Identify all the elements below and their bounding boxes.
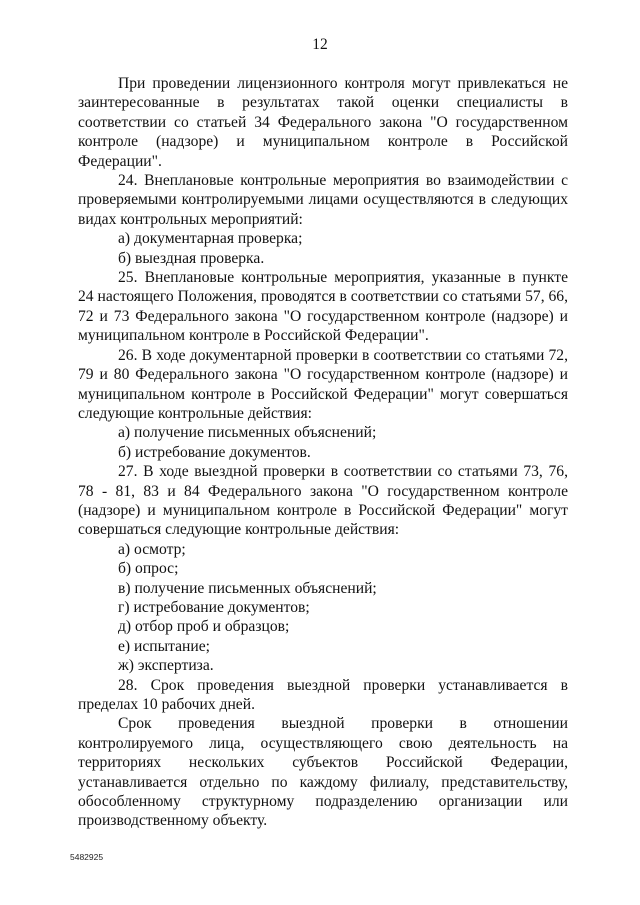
list-item: в) получение письменных объяснений;	[118, 579, 377, 597]
paragraph-28: 28. Срок проведения выездной проверки устанавливается в пределах 10 рабочих дней.	[78, 676, 568, 713]
list-item: е) испытание;	[118, 637, 210, 655]
page-number: 12	[312, 36, 328, 53]
document-body	[78, 74, 568, 831]
list-item: б) истребование документов.	[118, 443, 311, 461]
paragraph-25: 25. Внеплановые контрольные мероприятия, указанные в пункте 24 настоящего Положения, проводятся в соответствии со статьями 57, 66, 72 и 73 Федерального закона "О государственном контроле (надзоре) и муниципальном контроле в Российской Федерации".	[78, 269, 568, 345]
list-item: д) отбор проб и образцов;	[118, 618, 290, 636]
document-code: 5482925	[70, 852, 104, 862]
paragraph-multi-region-term: Срок проведения выездной проверки в отношении контролируемого лица, осуществляющего свою деятельность на территориях нескольких субъектов Российской Федерации, устанавливается отдельно по каждому филиалу, представительству, обособленному структурному подразделению организации или производственному объекту.	[78, 715, 568, 830]
paragraph-24: 24. Внеплановые контрольные мероприятия во взаимодействии с проверяемыми контролируемыми лицами осуществляются в следующих видах контрольных мероприятий:	[78, 172, 568, 228]
list-item: а) документарная проверка;	[118, 230, 303, 248]
paragraph-expert-involvement: При проведении лицензионного контроля могут привлекаться не заинтересованные в результатах такой оценки специалисты в соответствии со статьей 34 Федерального закона "О государственном контроле (надзоре) и муниципальном контроле в Российской Федерации".	[78, 75, 568, 170]
list-item: ж) экспертиза.	[118, 657, 214, 675]
paragraph-26: 26. В ходе документарной проверки в соответствии со статьями 72, 79 и 80 Федерального закона "О государственном контроле (надзоре) и муниципальном контроле в Российской Федерации" могут совершаться следующие контрольные действия:	[78, 346, 568, 422]
list-item: а) получение письменных объяснений;	[118, 424, 377, 442]
list-item: а) осмотр;	[118, 540, 186, 558]
list-item: б) опрос;	[118, 560, 179, 578]
list-item: б) выездная проверка.	[118, 249, 265, 267]
list-item: г) истребование документов;	[118, 598, 310, 616]
paragraph-27: 27. В ходе выездной проверки в соответствии со статьями 73, 76, 78 - 81, 83 и 84 Федерального закона "О государственном контроле (надзоре) и муниципальном контроле в Российской Федерации" могут совершаться следующие контрольные действия:	[78, 463, 568, 539]
